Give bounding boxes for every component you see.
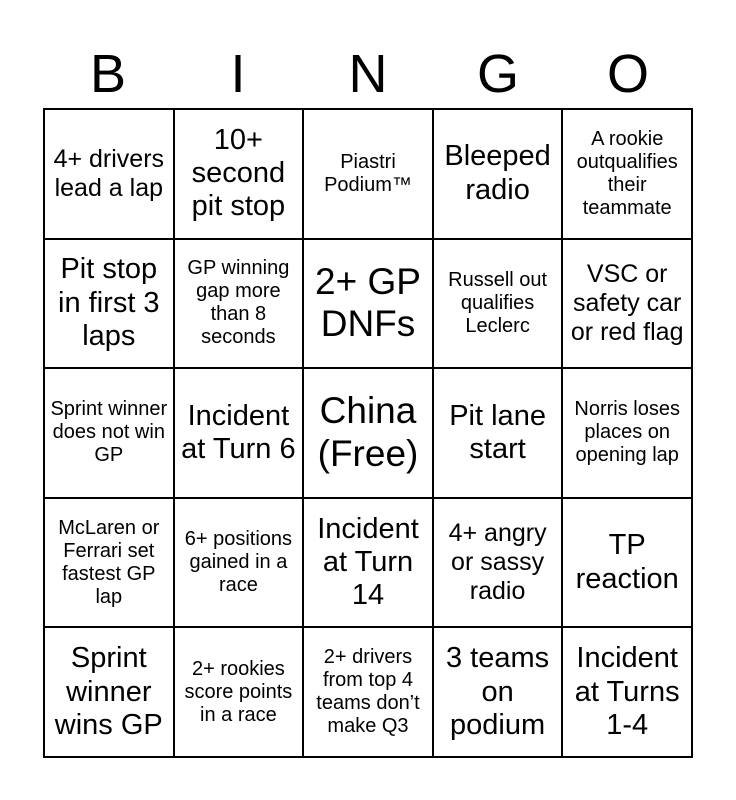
cell-text: Piastri Podium™ [324, 150, 412, 196]
bingo-cell-r3c5[interactable] [562, 368, 692, 498]
cell-text: Bleeped radio [444, 140, 551, 206]
bingo-cell-r1c5[interactable] [562, 109, 692, 239]
header-letter-o: O [606, 44, 649, 104]
cell-text: Sprint winner wins GP [54, 642, 163, 741]
bingo-cell-r5c4[interactable] [433, 627, 563, 757]
cell-text: Norris loses places on opening lap [574, 398, 680, 467]
bingo-cell-r2c3[interactable] [303, 239, 433, 369]
bingo-cell-r4c1[interactable] [44, 498, 174, 628]
bingo-cell-r2c4[interactable] [433, 239, 563, 369]
header-letter-i: I [230, 44, 246, 104]
header-letter-b: B [89, 44, 127, 104]
cell-text: Incident at Turns 1-4 [574, 642, 680, 741]
bingo-cell-r1c2[interactable] [174, 109, 304, 239]
bingo-cell-r4c2[interactable] [174, 498, 304, 628]
bingo-cell-r2c2[interactable] [174, 239, 304, 369]
cell-text: Incident at Turn 6 [181, 399, 296, 465]
bingo-cell-r3c4[interactable] [433, 368, 563, 498]
cell-text: GP winning gap more than 8 seconds [187, 257, 290, 349]
cell-text: McLaren or Ferrari set fastest GP lap [58, 516, 160, 608]
bingo-cell-r5c3[interactable] [303, 627, 433, 757]
cell-text: Pit stop in first 3 laps [58, 253, 160, 353]
cell-text: VSC or safety car or red flag [570, 260, 684, 346]
cell-text: TP reaction [575, 529, 679, 595]
cell-text: 4+ drivers lead a lap [53, 145, 165, 202]
bingo-cell-r5c1[interactable] [44, 627, 174, 757]
cell-text: 2+ GP DNFs [315, 260, 421, 345]
cell-text: A rookie outqualifies their teammate [576, 127, 678, 219]
cell-text: 10+ second pit stop [191, 123, 286, 223]
bingo-cell-r4c5[interactable] [562, 498, 692, 628]
free-space-text: China (Free) [317, 390, 419, 474]
cell-text: 2+ rookies score points in a race [184, 657, 293, 726]
bingo-cell-free[interactable] [303, 368, 433, 498]
bingo-header [43, 40, 693, 108]
cell-text: 4+ angry or sassy radio [448, 519, 547, 605]
bingo-cell-r1c4[interactable] [433, 109, 563, 239]
bingo-cell-r1c3[interactable] [303, 109, 433, 239]
bingo-cell-r3c1[interactable] [44, 368, 174, 498]
bingo-board [43, 108, 693, 758]
bingo-cell-r5c2[interactable] [174, 627, 304, 757]
bingo-cell-r2c5[interactable] [562, 239, 692, 369]
cell-text: Pit lane start [449, 399, 546, 465]
bingo-cell-r4c4[interactable] [433, 498, 563, 628]
cell-text: Incident at Turn 14 [317, 512, 419, 612]
cell-text: 2+ drivers from top 4 teams don’t make Q3 [316, 646, 420, 738]
cell-text: 3 teams on podium [446, 642, 550, 741]
bingo-cell-r2c1[interactable] [44, 239, 174, 369]
bingo-cell-r1c1[interactable] [44, 109, 174, 239]
bingo-cell-r3c2[interactable] [174, 368, 304, 498]
cell-text: 6+ positions gained in a race [184, 528, 293, 597]
cell-text: Sprint winner does not win GP [50, 398, 168, 467]
bingo-cell-r5c5[interactable] [562, 627, 692, 757]
cell-text: Russell out qualifies Leclerc [448, 268, 548, 337]
bingo-cell-r4c3[interactable] [303, 498, 433, 628]
header-letter-n: N [348, 44, 388, 104]
header-letter-g: G [476, 44, 519, 104]
